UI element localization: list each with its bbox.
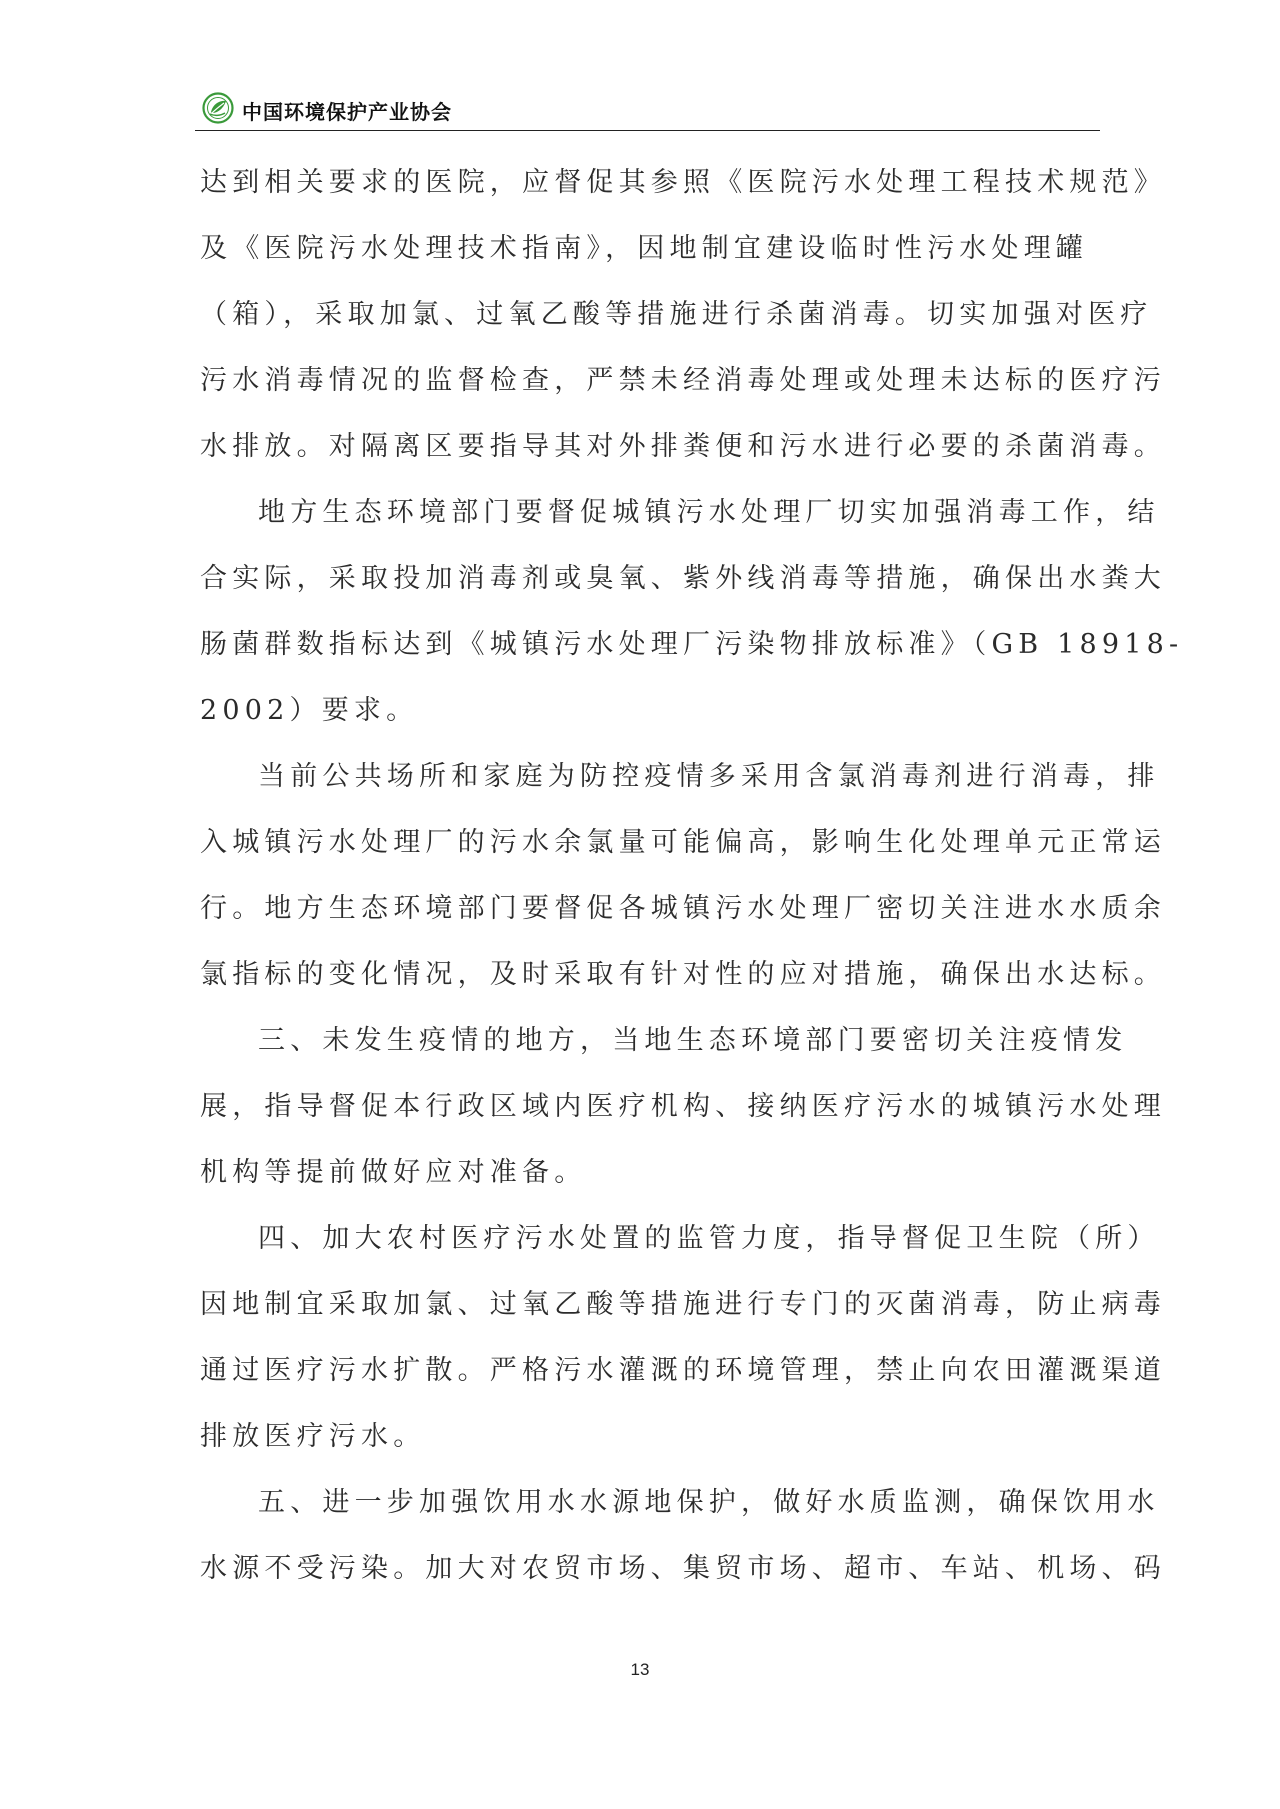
- text-line: （箱），采取加氯、过氧乙酸等措施进行杀菌消毒。切实加强对医疗: [200, 299, 1153, 330]
- org-logo-icon: [202, 92, 234, 124]
- text-line: 污水消毒情况的监督检查，严禁未经消毒处理或处理未达标的医疗污: [200, 365, 1166, 396]
- text-line: 行。地方生态环境部门要督促各城镇污水处理厂密切关注进水水质余: [200, 893, 1166, 924]
- text-line: 排放医疗污水。: [200, 1421, 426, 1452]
- text-line: 达到相关要求的医院，应督促其参照《医院污水处理工程技术规范》: [200, 167, 1166, 198]
- text-line: 氯指标的变化情况，及时采取有针对性的应对措施，确保出水达标。: [200, 959, 1166, 990]
- text-line: 入城镇污水处理厂的污水余氯量可能偏高，影响生化处理单元正常运: [200, 827, 1166, 858]
- text-line: 因地制宜采取加氯、过氧乙酸等措施进行专门的灭菌消毒，防止病毒: [200, 1289, 1166, 1320]
- text-line: 四、加大农村医疗污水处置的监管力度，指导督促卫生院（所）: [258, 1223, 1160, 1254]
- page-header: [200, 90, 1100, 130]
- text-line: 水源不受污染。加大对农贸市场、集贸市场、超市、车站、机场、码: [200, 1553, 1166, 1584]
- text-line: 展，指导督促本行政区域内医疗机构、接纳医疗污水的城镇污水处理: [200, 1091, 1166, 1122]
- text-line: 机构等提前做好应对准备。: [200, 1157, 587, 1188]
- text-line: 三、未发生疫情的地方，当地生态环境部门要密切关注疫情发: [258, 1025, 1128, 1056]
- text-line: 2002）要求。: [200, 695, 419, 726]
- text-line: 五、进一步加强饮用水水源地保护，做好水质监测，确保饮用水: [258, 1487, 1160, 1518]
- org-name: 中国环境保护产业协会: [242, 100, 452, 124]
- text-line: 合实际，采取投加消毒剂或臭氧、紫外线消毒等措施，确保出水粪大: [200, 563, 1166, 594]
- page-number: 13: [630, 1660, 650, 1679]
- header-divider: [195, 130, 1100, 131]
- text-line: 水排放。对隔离区要指导其对外排粪便和污水进行必要的杀菌消毒。: [200, 431, 1166, 462]
- text-line: 地方生态环境部门要督促城镇污水处理厂切实加强消毒工作，结: [258, 497, 1160, 528]
- text-line: 肠菌群数指标达到《城镇污水处理厂污染物排放标准》（GB 18918-: [200, 629, 1184, 660]
- text-line: 及《医院污水处理技术指南》，因地制宜建设临时性污水处理罐: [200, 233, 1089, 264]
- text-line: 当前公共场所和家庭为防控疫情多采用含氯消毒剂进行消毒，排: [258, 761, 1160, 792]
- document-body: [200, 150, 1184, 1602]
- text-line: 通过医疗污水扩散。严格污水灌溉的环境管理，禁止向农田灌溉渠道: [200, 1355, 1166, 1386]
